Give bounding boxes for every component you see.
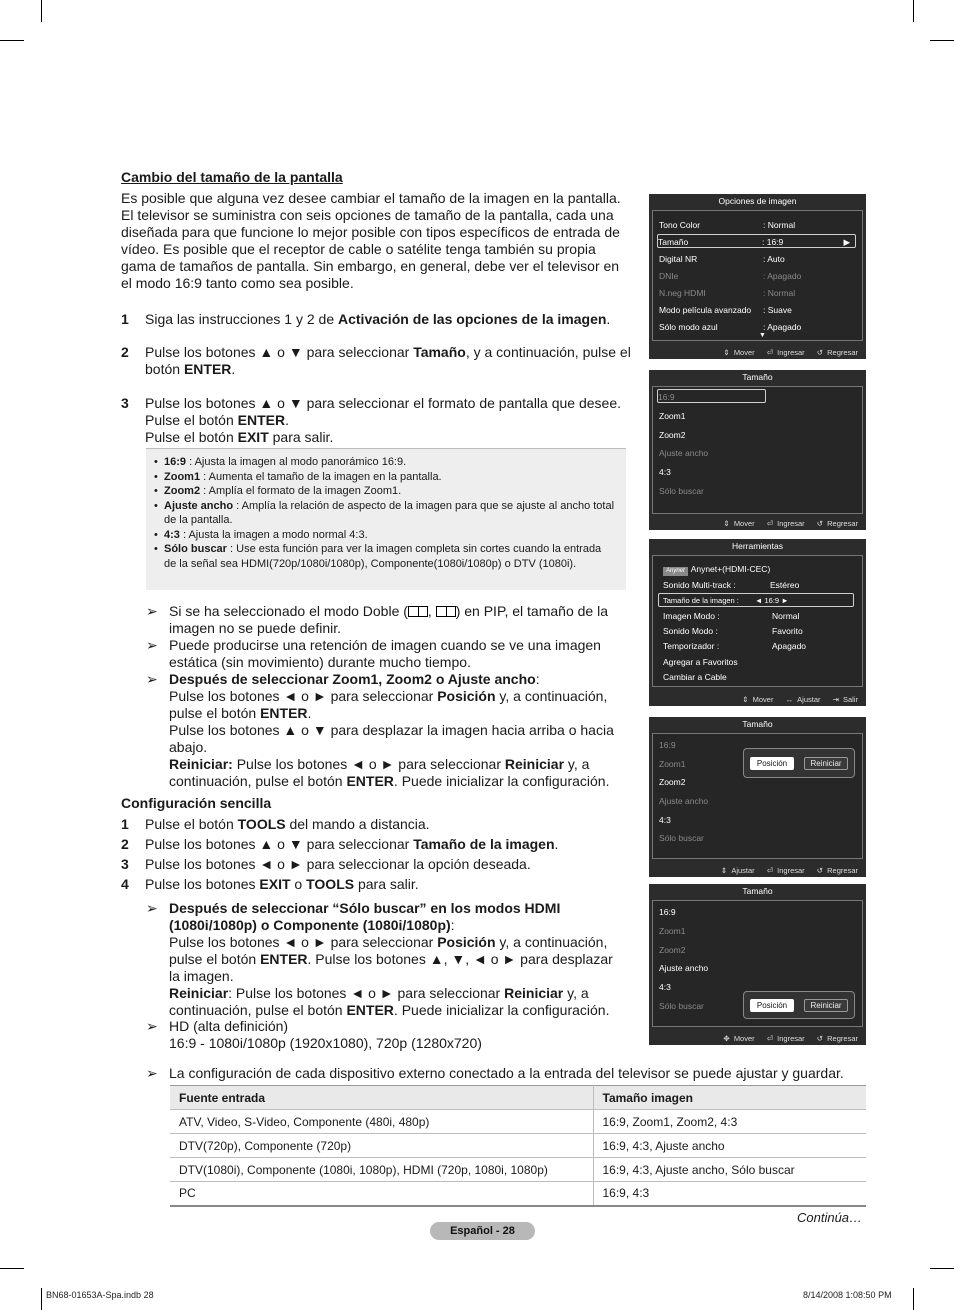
note-item: • 4:3 : Ajusta la imagen a modo normal 4:3. bbox=[154, 528, 616, 543]
note-item: • Zoom2 : Amplía el formato de la imagen Zoom1. bbox=[154, 484, 616, 499]
move-icon: ⇕ bbox=[723, 348, 730, 357]
note-search: ➢ Después de seleccionar “Sólo buscar” en los modos HDMI (1080i/1080p) o Componente (1080i/1080p): Pulse los botones ◄ o ► para seleccionar Posición y, a continuación, pulse el botón ENTER. Pulse los botones ▲, ▼, ◄ o ► para desplazar la imagen. Reiniciar: Pulse los botones ◄ o ► para seleccionar Reiniciar y, a continuación, pulse el botón ENTER. Puede inicializar la configuración. bbox=[146, 900, 613, 1018]
footer-file: BN68-01653A-Spa.indb 28 bbox=[46, 1290, 154, 1300]
menu-footer: ⇕ Mover ⏎ Ingresar ↺ Regresar bbox=[723, 348, 858, 357]
step-text: . bbox=[606, 311, 611, 327]
step-number: 3 bbox=[121, 395, 129, 411]
step-text: Pulse los botones ▲ o ▼ para seleccionar el formato de pantalla que desee. bbox=[145, 395, 621, 411]
position-button[interactable]: Posición bbox=[750, 757, 794, 770]
step-text: Siga las instrucciones 1 y 2 de bbox=[145, 311, 338, 327]
easy-step-2: 2 Pulse los botones ▲ o ▼ para seleccionar Tamaño de la imagen. bbox=[121, 836, 559, 852]
position-button[interactable]: Posición bbox=[750, 999, 794, 1012]
menu-row-selected[interactable]: Tamaño : 16:9 ▶ bbox=[657, 234, 856, 248]
crop-mark bbox=[913, 1288, 914, 1310]
menu-row[interactable]: 16:9 bbox=[659, 907, 676, 917]
note-retention: ➢ Puede producirse una retención de imagen cuando se ve una imagen estática (sin movimiento) durante mucho tiempo. bbox=[146, 637, 601, 670]
anynet-logo: Anynet bbox=[663, 567, 688, 576]
size-menu bbox=[649, 370, 866, 530]
note-hd: ➢ HD (alta definición) 16:9 - 1080i/1080p (1920x1080), 720p (1280x720) bbox=[146, 1018, 482, 1051]
menu-row[interactable]: Agregar a Favoritos bbox=[663, 657, 738, 667]
return-icon: ↺ bbox=[816, 348, 824, 357]
step-text: . bbox=[285, 412, 289, 428]
move-icon: ⇕ bbox=[723, 519, 730, 528]
menu-row[interactable]: Digital NR : Auto bbox=[659, 254, 785, 264]
menu-row: 16:9 bbox=[659, 740, 676, 750]
note-pip: ➢ Si se ha seleccionado el modo Doble ( , ) en PIP, el tamaño de la imagen no se puede definir. bbox=[146, 603, 608, 636]
menu-row[interactable]: Sonido Multi-track : Estéreo bbox=[663, 580, 800, 590]
tools-menu bbox=[649, 539, 866, 706]
step-text: , y a continuación, pulse el botón bbox=[145, 344, 631, 377]
easy-step-4: 4 Pulse los botones EXIT o TOOLS para salir. bbox=[121, 876, 419, 892]
step-text: Pulse el botón bbox=[145, 412, 238, 428]
picture-options-menu bbox=[649, 194, 866, 359]
adjust-icon: ↔ bbox=[785, 695, 794, 704]
enter-icon: ⏎ bbox=[766, 519, 774, 528]
arrow-icon: ➢ bbox=[146, 1018, 158, 1034]
arrow-icon: ➢ bbox=[146, 900, 158, 916]
note-item: • Sólo buscar : Use esta función para ver la imagen completa sin cortes cuando la entrada de la señal sea HDMI(720p/1080i/1080p), Componente(1080i/1080p) o DTV (1080i). bbox=[154, 542, 616, 571]
menu-row: N.neg HDMI : Normal bbox=[659, 288, 796, 298]
crop-mark bbox=[41, 1288, 42, 1310]
step-text: . bbox=[231, 361, 236, 377]
continue-label: Continúa… bbox=[797, 1210, 863, 1225]
note-item: • Zoom1 : Aumenta el tamaño de la imagen en la pantalla. bbox=[154, 470, 616, 485]
arrow-right-icon: ▶ bbox=[843, 237, 850, 247]
menu-row: Sólo buscar bbox=[659, 486, 704, 496]
size-options-notes bbox=[146, 448, 626, 590]
menu-row: DNIe : Apagado bbox=[659, 271, 802, 281]
easy-step-1: 1 Pulse el botón TOOLS del mando a distancia. bbox=[121, 816, 430, 832]
menu-row: Ajuste ancho bbox=[659, 448, 709, 458]
return-icon: ↺ bbox=[816, 866, 824, 875]
size-menu-search bbox=[649, 884, 866, 1045]
size-menu-position bbox=[649, 717, 866, 877]
crop-mark bbox=[0, 1268, 24, 1269]
table-cell: DTV(1080i), Componente (1080i, 1080p), HDMI (720p, 1080i, 1080p) bbox=[170, 1158, 593, 1182]
step-bold: EXIT bbox=[237, 429, 269, 445]
enter-icon: ⏎ bbox=[766, 348, 774, 357]
menu-row[interactable]: Cambiar a Cable bbox=[663, 672, 727, 682]
table-cell: PC bbox=[170, 1182, 593, 1206]
menu-title: Opciones de imagen bbox=[718, 196, 797, 206]
note-zoom: ➢ Después de seleccionar Zoom1, Zoom2 o Ajuste ancho: Pulse los botones ◄ o ► para seleccionar Posición y, a continuación, pulse el botón ENTER. Pulse los botones ▲ o ▼ para desplazar la imagen hacia arriba o hacia abajo. Reiniciar: Pulse los botones ◄ o ► para seleccionar Reiniciar y, a continuación, pulse el botón ENTER. Puede inicializar la configuración. bbox=[146, 671, 614, 789]
menu-row: Zoom1 bbox=[659, 926, 686, 936]
menu-row[interactable]: 4:3 bbox=[659, 815, 671, 825]
step-text: para salir. bbox=[268, 429, 334, 445]
step-1 bbox=[121, 311, 631, 328]
crop-mark bbox=[913, 0, 914, 22]
menu-title: Tamaño bbox=[742, 886, 773, 896]
table-cell: 16:9, 4:3, Ajuste ancho bbox=[593, 1134, 866, 1158]
position-popup bbox=[743, 748, 855, 778]
exit-icon: ⇥ bbox=[832, 695, 839, 704]
table-header: Fuente entrada bbox=[170, 1086, 593, 1110]
menu-title: Tamaño bbox=[742, 719, 773, 729]
arrow-icon: ➢ bbox=[146, 1065, 158, 1081]
table-row bbox=[170, 1182, 866, 1206]
crop-mark bbox=[0, 40, 24, 41]
note-device: ➢ La configuración de cada dispositivo externo conectado a la entrada del televisor se puede ajustar y guardar. bbox=[146, 1065, 844, 1081]
pip-double-icon bbox=[408, 606, 428, 617]
menu-row[interactable]: Sólo modo azul : Apagado bbox=[659, 322, 802, 332]
step-text: Pulse los botones ▲ o ▼ para seleccionar bbox=[145, 344, 414, 360]
menu-title: Herramientas bbox=[731, 541, 784, 551]
menu-row[interactable]: Zoom1 bbox=[659, 411, 686, 421]
menu-row[interactable]: Anynet Anynet+(HDMI-CEC) bbox=[663, 562, 856, 576]
table-cell: 16:9, Zoom1, Zoom2, 4:3 bbox=[593, 1110, 866, 1134]
page-number-badge: Español - 28 bbox=[430, 1222, 535, 1240]
menu-row-selected[interactable]: 16:9 bbox=[657, 389, 766, 403]
menu-row-selected[interactable]: Tamaño de la imagen : ◄ 16:9 ► bbox=[658, 593, 854, 607]
menu-row[interactable]: Imagen Modo : Normal bbox=[663, 611, 800, 621]
position-popup bbox=[743, 991, 855, 1019]
scroll-down-icon: ▼ bbox=[759, 332, 766, 339]
menu-row: Sólo buscar bbox=[659, 833, 704, 843]
menu-row[interactable]: Ajuste ancho bbox=[659, 963, 709, 973]
note-item: • 16:9 : Ajusta la imagen al modo panorámico 16:9. bbox=[154, 455, 616, 470]
menu-row[interactable]: Tono Color : Normal bbox=[659, 220, 796, 230]
menu-row: Zoom2 bbox=[659, 945, 686, 955]
crop-mark bbox=[930, 40, 954, 41]
step-text: Pulse el botón bbox=[145, 429, 238, 445]
menu-row[interactable]: Zoom2 bbox=[659, 430, 686, 440]
arrow-icon: ➢ bbox=[146, 603, 158, 619]
section-title: Cambio del tamaño de la pantalla bbox=[121, 169, 343, 185]
menu-footer: ⇕ Ajustar ⏎ Ingresar ↺ Regresar bbox=[720, 866, 858, 875]
crop-mark bbox=[930, 1268, 954, 1269]
crop-mark bbox=[41, 0, 42, 22]
move-icon: ⇕ bbox=[720, 866, 728, 875]
table-cell: 16:9, 4:3, Ajuste ancho, Sólo buscar bbox=[593, 1158, 866, 1182]
table-header-row bbox=[170, 1086, 866, 1110]
move-4way-icon: ✥ bbox=[723, 1034, 730, 1043]
return-icon: ↺ bbox=[816, 1034, 824, 1043]
table-row bbox=[170, 1158, 866, 1182]
menu-row: Zoom1 bbox=[659, 759, 686, 769]
arrow-icon: ➢ bbox=[146, 671, 158, 687]
step-bold: Activación de las opciones de la imagen bbox=[338, 311, 607, 327]
easy-config-title: Configuración sencilla bbox=[121, 795, 272, 811]
menu-row[interactable]: 4:3 bbox=[659, 467, 671, 477]
enter-icon: ⏎ bbox=[766, 1034, 774, 1043]
menu-title: Tamaño bbox=[742, 372, 773, 382]
menu-row: Ajuste ancho bbox=[659, 796, 709, 806]
note-item: • Ajuste ancho : Amplía la relación de aspecto de la imagen para que se ajuste al ancho total de la pantalla. bbox=[154, 499, 616, 528]
table-row bbox=[170, 1134, 866, 1158]
menu-row[interactable]: Zoom2 bbox=[659, 777, 686, 787]
step-2 bbox=[121, 344, 631, 378]
pip-double-icon bbox=[436, 606, 456, 617]
reset-button[interactable]: Reiniciar bbox=[804, 999, 848, 1012]
reset-button[interactable]: Reiniciar bbox=[804, 757, 848, 770]
step-number: 1 bbox=[121, 311, 129, 327]
menu-row[interactable]: Sonido Modo : Favorito bbox=[663, 626, 803, 636]
menu-row[interactable]: Modo película avanzado : Suave bbox=[659, 305, 792, 315]
table-header: Tamaño imagen bbox=[593, 1086, 866, 1110]
menu-footer: ✥ Mover ⏎ Ingresar ↺ Regresar bbox=[723, 1034, 858, 1043]
table-cell: DTV(720p), Componente (720p) bbox=[170, 1134, 593, 1158]
table-cell: 16:9, 4:3 bbox=[593, 1182, 866, 1206]
footer-date: 8/14/2008 1:08:50 PM bbox=[803, 1290, 892, 1300]
menu-row: Sólo buscar bbox=[659, 1001, 704, 1011]
table-cell: ATV, Video, S-Video, Componente (480i, 480p) bbox=[170, 1110, 593, 1134]
menu-footer: ⇕ Mover ⏎ Ingresar ↺ Regresar bbox=[723, 519, 858, 528]
intro-paragraph: Es posible que alguna vez desee cambiar el tamaño de la imagen en la pantalla. El televisor se suministra con seis opciones de tamaño de la pantalla, cada una diseñada para que funcione lo mejor posible con tipos específicos de entrada de vídeo. Es posible que el receptor de cable o satélite tenga también su propia gama de tamaños de pantalla. Sin embargo, en general, debe ver el televisor en el modo 16:9 tanto como sea posible. bbox=[121, 190, 621, 291]
menu-footer: ⇕ Mover ↔ Ajustar ⇥ Salir bbox=[742, 695, 858, 704]
move-icon: ⇕ bbox=[742, 695, 749, 704]
step-bold: Tamaño bbox=[413, 344, 466, 360]
enter-icon: ⏎ bbox=[766, 866, 774, 875]
step-bold: ENTER bbox=[183, 361, 232, 377]
menu-row[interactable]: 4:3 bbox=[659, 982, 671, 992]
menu-row[interactable]: Temporizador : Apagado bbox=[663, 641, 807, 651]
step-bold: ENTER bbox=[237, 412, 286, 428]
step-3 bbox=[121, 395, 631, 446]
return-icon: ↺ bbox=[816, 519, 824, 528]
arrow-icon: ➢ bbox=[146, 637, 158, 653]
table-row bbox=[170, 1110, 866, 1134]
step-number: 2 bbox=[121, 344, 129, 360]
size-table bbox=[170, 1085, 866, 1207]
easy-step-3: 3 Pulse los botones ◄ o ► para seleccionar la opción deseada. bbox=[121, 856, 531, 872]
